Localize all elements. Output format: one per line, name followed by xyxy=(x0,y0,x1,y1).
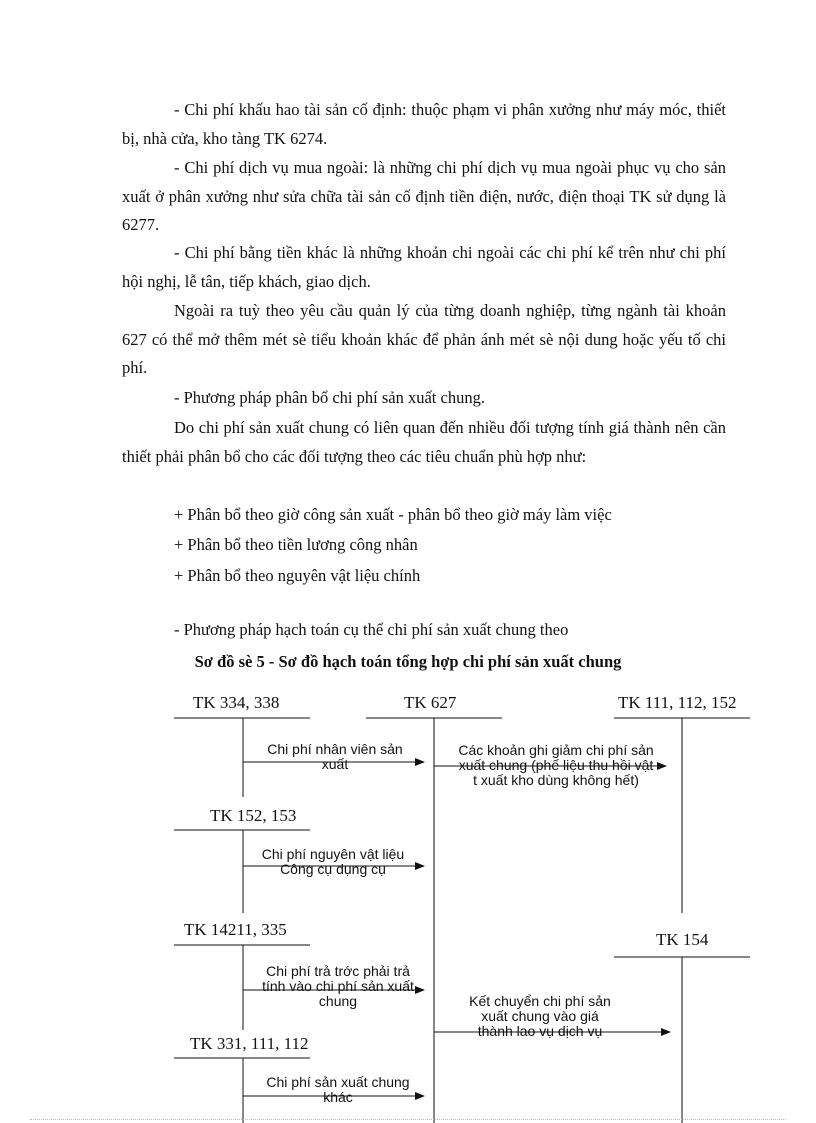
paragraph-sub-accounts: Ngoài ra tuỳ theo yêu cầu quản lý của từng doanh nghiệp, từng ngành tài khoản 627 có thể mở thêm mét sè tiểu khoản khác để phản ánh mét sè nội dung hoặc yếu tố chi phí. xyxy=(122,301,726,377)
account-tk627: TK 627 xyxy=(404,693,457,712)
account-tk334: TK 334, 338 xyxy=(193,693,280,712)
label-transfer: Kết chuyển chi phí sản xuất chung vào giá thành lao vụ dịch vụ xyxy=(469,993,611,1039)
page-bottom-border xyxy=(30,1119,786,1120)
method-line: - Phương pháp hạch toán cụ thể chi phí sản xuất chung theo xyxy=(174,620,569,639)
bullet-wages: + Phân bổ theo tiền lương công nhân xyxy=(174,535,418,554)
account-tk154: TK 154 xyxy=(656,930,709,949)
label-prepaid-expenses: Chi phí trả trớc phải trả tính vào chi phí sản xuất chung xyxy=(262,963,414,1009)
bullet-materials: + Phân bổ theo nguyên vật liệu chính xyxy=(174,566,421,585)
paragraph-other-cash-costs: - Chi phí bằng tiền khác là những khoản chi ngoài các chi phí kể trên như chi phí hội nghị, lễ tân, tiếp khách, giao dịch. xyxy=(122,243,726,291)
label-other-costs: Chi phí sản xuất chung khác xyxy=(266,1074,410,1105)
diagram-title: Sơ đồ sè 5 - Sơ đồ hạch toán tổng hợp chi phí sản xuất chung xyxy=(194,652,622,671)
paragraph-outsourced-services: - Chi phí dịch vụ mua ngoài: là những chi phí dịch vụ mua ngoài phục vụ cho sản xuất ở phân xưởng như sửa chữa tài sản cố định tiền điện, nước, điện thoại TK sử dụng là 6277. xyxy=(122,158,726,234)
label-materials: Chi phí nguyên vật liệu Công cụ dụng cụ xyxy=(261,846,405,877)
paragraph-allocation-heading: - Phương pháp phân bổ chi phí sản xuất chung. xyxy=(174,388,485,407)
account-tk111: TK 111, 112, 152 xyxy=(618,693,737,712)
bullet-labor-hours: + Phân bổ theo giờ công sản xuất - phân bổ theo giờ máy làm việc xyxy=(174,505,612,524)
label-labor-cost: Chi phí nhân viên sản xuất xyxy=(267,741,403,772)
paragraph-depreciation: - Chi phí khấu hao tài sản cố định: thuộc phạm vi phân xưởng như máy móc, thiết bị, nhà cửa, kho tàng TK 6274. xyxy=(122,100,726,148)
account-tk14211: TK 14211, 335 xyxy=(184,920,287,939)
paragraph-allocation-criteria: Do chi phí sản xuất chung có liên quan đến nhiều đối tượng tính giá thành nên cần thiết phải phân bổ cho các đối tượng theo các tiêu chuẩn phù hợp như: xyxy=(122,418,726,466)
account-tk331: TK 331, 111, 112 xyxy=(190,1034,309,1053)
label-cost-reductions: Các khoản ghi giảm chi phí sản xuất chung (phế liệu thu hồi vật t xuất kho dùng không hết) xyxy=(458,742,654,788)
account-tk152: TK 152, 153 xyxy=(210,806,297,825)
